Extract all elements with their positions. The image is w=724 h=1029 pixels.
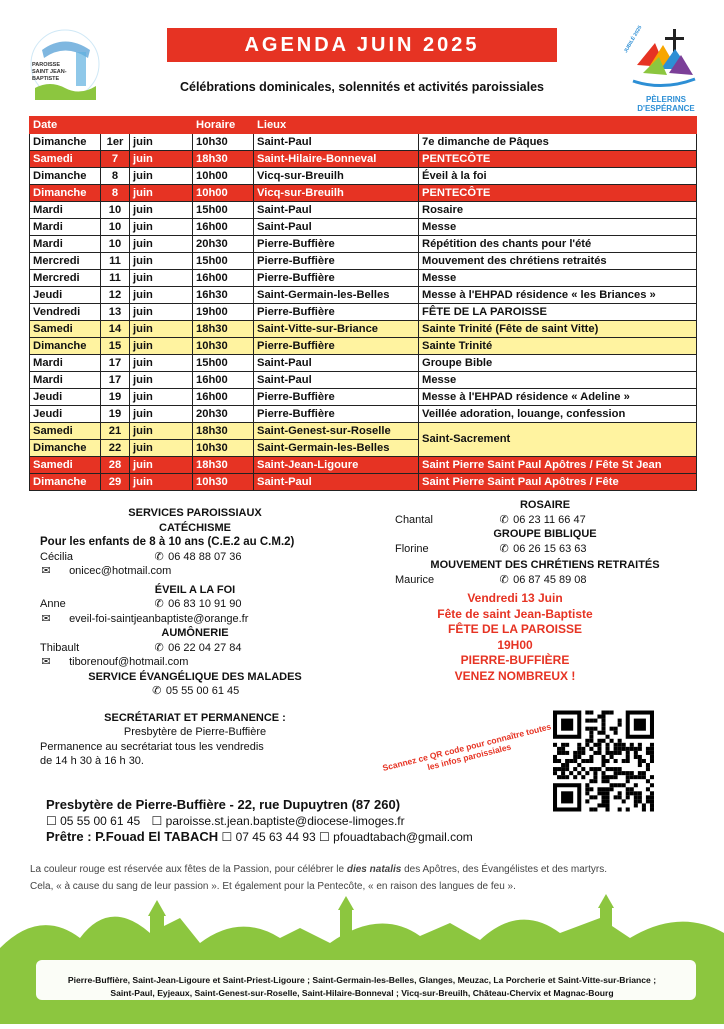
cell-day: Jeudi [30,406,101,423]
contact-row [46,813,666,829]
header-time: Horaire [193,117,254,134]
cell-num: 12 [101,287,130,304]
cell-num: 11 [101,253,130,270]
table-row [30,219,697,236]
phone-icon: ☐ [221,830,233,844]
aumonerie-email[interactable]: tiborenouf@hotmail.com [69,656,189,668]
cell-num: 21 [101,423,130,440]
phone-icon: ☐ [46,814,57,828]
cell-place: Pierre-Buffière [254,304,419,321]
eveil-title: ÉVEIL A LA FOI [154,583,236,596]
priest-email[interactable]: pfouadtabach@gmail.com [333,830,473,844]
cell-event: Sainte Trinité (Fête de saint Vitte) [419,321,697,338]
feast-announcement [385,591,645,684]
presbytery-address: Presbytère de Pierre-Buffière - 22, rue Dupuytren (87 260) [46,797,401,812]
cell-time: 18h30 [193,151,254,168]
header-month [130,117,193,134]
table-row [30,185,697,202]
cell-month: juin [130,202,193,219]
cell-day: Samedi [30,321,101,338]
presbytery-email[interactable]: paroisse.st.jean.baptiste@diocese-limoges.fr [165,814,405,828]
cell-place: Pierre-Buffière [254,406,419,423]
cell-num: 8 [101,185,130,202]
cell-day: Mercredi [30,253,101,270]
cell-month: juin [130,270,193,287]
feast-line: PIERRE-BUFFIÈRE [460,653,570,667]
eveil-email[interactable]: eveil-foi-saintjeanbaptiste@orange.fr [69,612,249,625]
phone-icon: ✆ [152,685,162,697]
catechisme-email[interactable]: onicec@hotmail.com [69,565,172,577]
feast-line: Vendredi 13 Juin [467,591,563,605]
catechisme-contact [30,550,360,565]
catechisme-phone: 06 48 88 07 36 [168,550,242,563]
cell-event: Messe [419,270,697,287]
cell-day: Mardi [30,236,101,253]
cell-day: Mercredi [30,270,101,287]
cell-num: 15 [101,338,130,355]
presbytery-phone: 05 55 00 61 45 [60,814,141,828]
cell-month: juin [130,304,193,321]
cell-num: 8 [101,168,130,185]
cell-place: Vicq-sur-Breuilh [254,168,419,185]
cell-num: 11 [101,270,130,287]
cell-month: juin [130,236,193,253]
cell-day: Jeudi [30,389,101,406]
cell-time: 10h30 [193,134,254,151]
aumonerie-email-row [30,655,360,670]
bible-name: Florine [395,542,429,555]
cell-time: 15h00 [193,253,254,270]
parish-logo-text: PAROISSE SAINT JEAN-BAPTISTE [32,62,67,82]
cell-place: Pierre-Buffière [254,338,419,355]
phone-icon: ✆ [499,513,509,526]
cell-num: 10 [101,219,130,236]
agenda-body [30,134,697,491]
cell-month: juin [130,406,193,423]
cell-place: Saint-Vitte-sur-Briance [254,321,419,338]
table-row [30,253,697,270]
cell-event: Veillée adoration, louange, confession [419,406,697,423]
mail-icon: ✉ [41,612,51,625]
cell-place: Pierre-Buffière [254,389,419,406]
feast-line: FÊTE DE LA PAROISSE [447,622,582,636]
cell-time: 19h00 [193,304,254,321]
cell-num: 10 [101,202,130,219]
catechisme-title: CATÉCHISME [159,521,231,534]
agenda-banner: AGENDA JUIN 2025 [167,28,557,62]
cell-month: juin [130,423,193,440]
aumonerie-name: Thibault [40,641,80,654]
table-row [30,151,697,168]
priest-phone: 07 45 63 44 93 [235,830,316,844]
header-event [419,117,697,134]
mail-icon: ☐ [319,830,330,844]
cell-month: juin [130,372,193,389]
cell-place: Saint-Germain-les-Belles [254,287,419,304]
cell-day: Dimanche [30,134,101,151]
header-date: Date [30,117,101,134]
catechisme-email-row [30,564,360,579]
feast-line: Fête de saint Jean-Baptiste [437,606,593,621]
qr-caption: Scannez ce QR code pour connaître toutes les infos paroissiales [381,721,553,773]
table-row [30,338,697,355]
aumonerie-phone: 06 22 04 27 84 [168,641,242,654]
priest-row [46,829,666,845]
cell-place: Saint-Paul [254,355,419,372]
cell-event: Saint-Sacrement [419,423,697,457]
cell-day: Samedi [30,151,101,168]
cell-day: Samedi [30,423,101,440]
cell-month: juin [130,389,193,406]
phone-icon: ✆ [154,641,164,654]
cell-month: juin [130,134,193,151]
feast-line: 19H00 [497,637,533,652]
mail-icon: ✉ [41,565,51,577]
cell-month: juin [130,287,193,304]
table-row [30,423,697,440]
eveil-contact [30,597,360,612]
cell-month: juin [130,440,193,457]
cell-time: 16h00 [193,372,254,389]
table-row [30,304,697,321]
phone-icon: ✆ [154,598,164,610]
cell-time: 16h30 [193,287,254,304]
cell-month: juin [130,355,193,372]
header-num [101,117,130,134]
contact-block [46,797,666,845]
cell-day: Dimanche [30,185,101,202]
cell-day: Jeudi [30,287,101,304]
table-row [30,372,697,389]
eveil-email-row [30,612,360,627]
secretariat-line3: de 14 h 30 à 16 h 30. [40,755,144,767]
mail-icon: ✉ [41,656,51,668]
cell-place: Saint-Paul [254,134,419,151]
cell-event: Messe [419,372,697,389]
rosaire-contact [385,513,705,528]
table-row [30,168,697,185]
cell-month: juin [130,338,193,355]
rosaire-title: ROSAIRE [519,499,571,511]
mcr-name: Maurice [395,573,435,586]
cell-num: 22 [101,440,130,457]
cell-month: juin [130,168,193,185]
table-row [30,406,697,423]
mail-icon: ☐ [151,814,163,828]
services-title: SERVICES PAROISSIAUX [128,507,262,519]
footer-line2: Saint-Paul, Eyjeaux, Saint-Genest-sur-Roselle, Saint-Hilaire-Bonneval ; Vicq-sur-Breuilh, Château-Chervix et Magnac-Bourg [110,988,614,998]
bible-phone: 06 26 15 63 63 [513,542,587,555]
cell-month: juin [130,219,193,236]
catechisme-desc: Pour les enfants de 8 à 10 ans (C.E.2 au C.M.2) [40,536,295,548]
priest-name: Prêtre : P.Fouad El TABACH [46,829,219,844]
cell-event: Mouvement des chrétiens retraités [419,253,697,270]
cell-time: 16h00 [193,270,254,287]
cell-place: Saint-Paul [254,372,419,389]
cell-event: Messe à l'EHPAD résidence « Adeline » [419,389,697,406]
secretariat-line1: Presbytère de Pierre-Buffière [123,726,267,738]
cell-day: Dimanche [30,474,101,491]
footer-parishes [30,974,694,1000]
phone-icon: ✆ [499,573,509,586]
cell-day: Samedi [30,457,101,474]
cell-num: 17 [101,372,130,389]
cell-month: juin [130,253,193,270]
cell-place: Saint-Paul [254,202,419,219]
cell-event: Répétition des chants pour l'été [419,236,697,253]
cell-month: juin [130,474,193,491]
bible-title: GROUPE BIBLIQUE [493,528,597,540]
services-section [30,506,360,769]
cell-time: 16h00 [193,389,254,406]
catechisme-name: Cécilia [40,550,74,563]
cell-event: Sainte Trinité [419,338,697,355]
cell-place: Pierre-Buffière [254,270,419,287]
cell-time: 18h30 [193,321,254,338]
cell-day: Mardi [30,202,101,219]
footer-line1: Pierre-Buffière, Saint-Jean-Ligoure et Saint-Priest-Ligoure ; Saint-Germain-les-Belles, Glanges, Meuzac, La Porcherie et Saint-Vitte-sur-Briance ; [67,975,657,985]
cell-day: Dimanche [30,440,101,457]
cell-day: Mardi [30,372,101,389]
cell-event: PENTECÔTE [419,185,697,202]
table-row [30,355,697,372]
color-note-line2: Cela, « à cause du sang de leur passion ». Et également pour la Pentecôte, « en raison des langues de feu ». [30,881,516,892]
cell-time: 16h00 [193,219,254,236]
table-row [30,389,697,406]
cell-place: Saint-Hilaire-Bonneval [254,151,419,168]
cell-num: 10 [101,236,130,253]
cell-num: 1er [101,134,130,151]
cell-event: Éveil à la foi [419,168,697,185]
malades-phone-row [30,684,360,699]
eveil-name: Anne [40,598,66,610]
cell-place: Saint-Jean-Ligoure [254,457,419,474]
cell-day: Mardi [30,219,101,236]
eveil-phone: 06 83 10 91 90 [168,598,242,610]
malades-phone: 05 55 00 61 45 [165,685,240,697]
cell-day: Vendredi [30,304,101,321]
cell-place: Saint-Genest-sur-Roselle [254,423,419,440]
activities-section [385,498,705,684]
cell-month: juin [130,457,193,474]
cell-num: 29 [101,474,130,491]
cell-num: 17 [101,355,130,372]
header-place: Lieux [254,117,419,134]
cell-event: PENTECÔTE [419,151,697,168]
table-header-row [30,117,697,134]
table-row [30,287,697,304]
cell-time: 18h30 [193,457,254,474]
cell-num: 28 [101,457,130,474]
table-row [30,457,697,474]
table-row [30,236,697,253]
secretariat-line2: Permanence au secrétariat tous les vendredis [40,740,264,753]
cell-place: Vicq-sur-Breuilh [254,185,419,202]
cell-place: Pierre-Buffière [254,236,419,253]
phone-icon: ✆ [499,542,509,555]
agenda-table [29,116,697,491]
cell-place: Saint-Paul [254,219,419,236]
table-row [30,321,697,338]
cell-time: 10h30 [193,338,254,355]
cell-num: 19 [101,406,130,423]
cell-month: juin [130,321,193,338]
cell-num: 13 [101,304,130,321]
cell-place: Saint-Germain-les-Belles [254,440,419,457]
jubilee-motto: PÈLERINS D'ESPÉRANCE [637,95,695,113]
cell-event: Saint Pierre Saint Paul Apôtres / Fête St Jean [419,457,697,474]
page-subtitle: Célébrations dominicales, solennités et activités paroissiales [179,80,545,94]
malades-title: SERVICE ÉVANGÉLIQUE DES MALADES [88,670,302,683]
table-row [30,134,697,151]
jubilee-text: JUBILÉ 2025 [623,24,644,54]
cell-event: FÊTE DE LA PAROISSE [419,304,697,321]
secretariat-title: SECRÉTARIAT ET PERMANENCE : [104,711,286,724]
mcr-phone: 06 87 45 89 08 [513,573,587,586]
cell-day: Mardi [30,355,101,372]
cell-num: 14 [101,321,130,338]
feast-line: VENEZ NOMBREUX ! [454,668,576,683]
cell-month: juin [130,151,193,168]
aumonerie-contact [30,641,360,656]
cell-time: 15h00 [193,355,254,372]
cell-num: 19 [101,389,130,406]
mcr-title: MOUVEMENT DES CHRÉTIENS RETRAITÉS [430,559,660,571]
cell-event: Saint Pierre Saint Paul Apôtres / Fête [419,474,697,491]
cell-event: Rosaire [419,202,697,219]
cell-time: 20h30 [193,236,254,253]
bible-contact [385,542,705,557]
cell-time: 10h30 [193,474,254,491]
cell-month: juin [130,185,193,202]
landscape-footer [0,888,724,1024]
cell-day: Dimanche [30,168,101,185]
table-row [30,202,697,219]
color-note-line1: La couleur rouge est réservée aux fêtes de la Passion, pour célébrer le dies natalis des Apôtres, des Évangélistes et des martyrs. [30,864,607,875]
cell-day: Dimanche [30,338,101,355]
phone-icon: ✆ [154,550,164,563]
rosaire-phone: 06 23 11 66 47 [513,513,586,526]
cell-event: Messe à l'EHPAD résidence « les Briances » [419,287,697,304]
cell-event: 7e dimanche de Pâques [419,134,697,151]
cell-time: 10h30 [193,440,254,457]
cell-time: 20h30 [193,406,254,423]
cell-num: 7 [101,151,130,168]
rosaire-name: Chantal [395,513,433,526]
table-row [30,270,697,287]
cell-event: Messe [419,219,697,236]
cell-place: Saint-Paul [254,474,419,491]
mcr-contact [385,573,705,588]
aumonerie-title: AUMÔNERIE [161,627,229,639]
cell-time: 15h00 [193,202,254,219]
cell-time: 10h00 [193,185,254,202]
table-row [30,474,697,491]
cell-place: Pierre-Buffière [254,253,419,270]
cell-time: 18h30 [193,423,254,440]
cell-time: 10h00 [193,168,254,185]
jubilee-logo [615,25,710,115]
cell-event: Groupe Bible [419,355,697,372]
